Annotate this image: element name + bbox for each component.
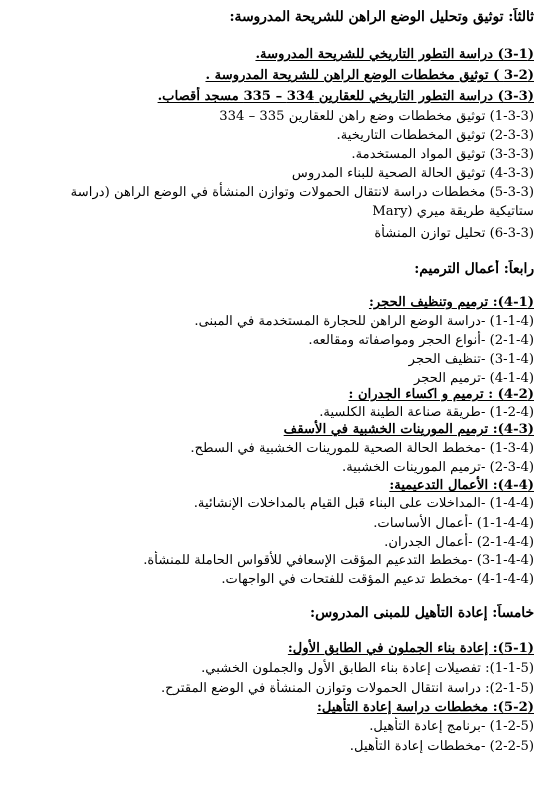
- heading-3-2: (3-2 ) توثيق مخططات الوضع الراهن للشريحة المدروسة .: [205, 68, 534, 83]
- heading-4-3: (4-3): ترميم المورينات الخشبية في الأسقف: [283, 422, 534, 437]
- list-item: (1-3-4) -مخطط الحالة الصحية للمورينات الخشبية في السطح.: [190, 441, 534, 456]
- heading-4-4: (4-4): الأعمال التدعيمية:: [389, 478, 534, 493]
- list-item: (1-3-3) توثيق مخططات وضع راهن للعقارين 335 – 334: [219, 109, 534, 124]
- heading-3-1: (3-1) دراسة التطور التاريخي للشريحة المدروسة.: [255, 47, 534, 62]
- heading-5-2: (5-2): مخططات دراسة إعادة التأهيل:: [316, 700, 534, 715]
- list-item: (6-3-3) تحليل توازن المنشأة: [374, 226, 534, 241]
- heading-4-1: (4-1): ترميم وتنظيف الحجر:: [368, 295, 534, 310]
- section-5-heading: خامساً: إعادة التأهيل للمبنى المدروس:: [310, 605, 534, 621]
- list-item: (4-1-4-4) -مخطط تدعيم المؤقت للفتحات في الواجهات.: [221, 572, 534, 587]
- list-item: (1-4-4) -المداخلات على البناء قبل القيام بالمداخلات الإنشائية.: [193, 496, 534, 511]
- list-item: (2-2-5) -مخططات إعادة التأهيل.: [349, 739, 534, 754]
- list-item: (1-1-4-4) -أعمال الأساسات.: [373, 516, 534, 531]
- heading-3-3: (3-3) دراسة التطور التاريخي للعقارين 334 – 335 مسجد أقصاب.: [157, 89, 534, 104]
- list-item: (4-1-4) -ترميم الحجر: [414, 371, 534, 386]
- list-item: (2-1-5): دراسة انتقال الحمولات وتوازن المنشأة في الوضع المقترح.: [160, 681, 534, 696]
- list-item: (1-1-4) -دراسة الوضع الراهن للحجارة المستخدمة في المبنى.: [194, 314, 534, 329]
- heading-4-2: (4-2) : ترميم و اكساء الجدران :: [348, 387, 534, 402]
- section-4-heading: رابعاً: أعمال الترميم:: [414, 261, 534, 277]
- heading-5-1: (5-1): إعادة بناء الجملون في الطابق الأول:: [287, 641, 534, 656]
- list-item: (1-1-5): تفصيلات إعادة بناء الطابق الأول والجملون الخشبي.: [201, 661, 534, 676]
- list-item: (1-2-4) -طريقة صناعة الطينة الكلسية.: [319, 405, 534, 420]
- list-item: (3-1-4) -تنظيف الحجر: [408, 352, 534, 367]
- list-item: (2-3-4) -ترميم المورينات الخشبية.: [342, 460, 534, 475]
- list-item: (3-3-3) توثيق المواد المستخدمة.: [351, 147, 534, 162]
- list-item: (5-3-3) مخططات دراسة لانتقال الحمولات وتوازن المنشأة في الوضع الراهن (دراسة ستاتيكية طريقة ميري (Mary: [70, 185, 534, 219]
- list-item: (1-2-5) -برنامج إعادة التأهيل.: [369, 719, 534, 734]
- list-item: (2-1-4-4) -أعمال الجدران.: [384, 535, 534, 550]
- list-item: (4-3-3) توثيق الحالة الصحية للبناء المدروس: [291, 166, 534, 181]
- section-3-heading: ثالثاً: توثيق وتحليل الوضع الراهن للشريحة المدروسة:: [229, 9, 534, 25]
- list-item: (2-3-3) توثيق المخططات التاريخية.: [336, 128, 534, 143]
- list-item: (3-1-4-4) -مخطط التدعيم المؤقت الإسعافي للأقواس الحاملة للمنشأة.: [143, 553, 534, 568]
- list-item: (2-1-4) -أنواع الحجر ومواصفاته ومقالعه.: [308, 333, 534, 348]
